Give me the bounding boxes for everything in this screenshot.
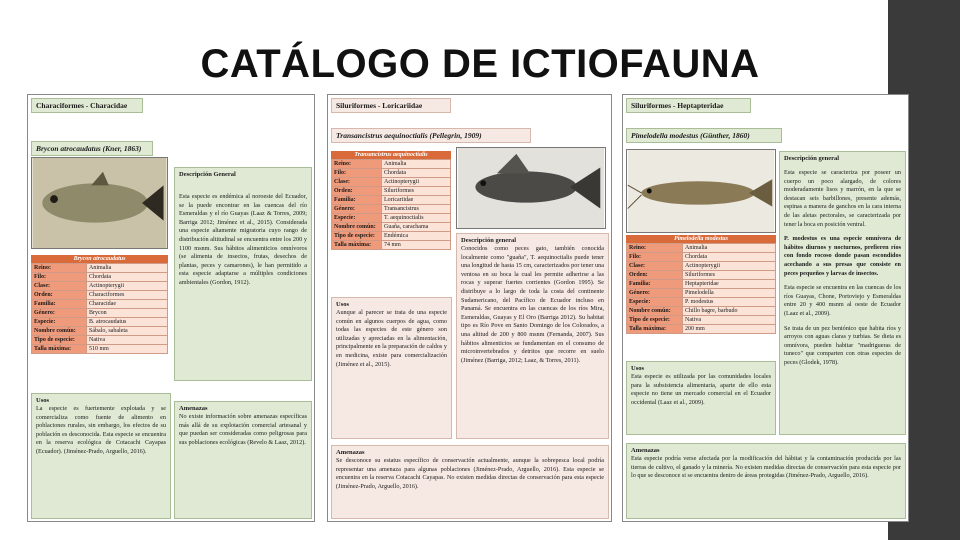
uses-section	[626, 361, 776, 435]
threats-text: No existe información sobre amenazas específicas más allá de su explotación comercial artesanal y que puedan ser consideradas como peligrosas para sus poblaciones ecológicas (Revelo & Laaz, 2012).	[179, 413, 307, 446]
uses-text: Esta especie es utilizada por las comunidades locales para la subsistencia alimentaria, aparte de ello esta especie no tiene un mercado comercial en el Ecuador occidental (Laaz et al., 2009).	[631, 373, 771, 406]
taxonomy-key: Género:	[332, 205, 382, 214]
taxonomy-key: Especie:	[332, 214, 382, 223]
taxonomy-row	[32, 291, 168, 300]
taxonomy-row	[32, 336, 168, 345]
catalog-card-pimelodella	[622, 94, 909, 522]
taxonomy-value: Chordata	[87, 273, 168, 282]
transancistrus-fish-illustration	[457, 148, 605, 228]
taxonomy-row	[627, 262, 776, 271]
taxonomy-row	[627, 289, 776, 298]
taxonomy-value: Chordata	[382, 169, 451, 178]
taxonomy-row	[32, 264, 168, 273]
fish-photo	[456, 147, 606, 229]
taxonomy-key: Clase:	[332, 178, 382, 187]
description-text: Conocidos como peces gato, también conocida localmente como "guaña", T. aequinoctialis puede tener una longitud de hasta 15 cm, caracterizados por tener una ventosa en su boca la cual les permite adherirse a las rocas y superar fuertes corrientes (Gordon 1995). Se distribuye a lo largo de toda la costa del continente Sudamericano, del Pacífico de Ecuador incluso en Panamá. Se encuentra en las cuencas de los ríos Mira, Esmeraldas, Guayas y El Oro (Barriga 2012). Su habitat tipo es Río Pove en Santo Domingo de los Colorados, a una altitud de 200 y 800 msnm (Fernanda, 2007). Sus hábitos alimenticios se fundamentan en el consumo de microinvertebrados y detritos que recorre en suelo (Jiménez (Barriga, 2012; Laaz, & Torres, 2011).	[461, 245, 604, 364]
uses-heading: Usos	[36, 397, 50, 404]
taxonomy-value: Siluriformes	[382, 187, 451, 196]
taxonomy-row	[32, 273, 168, 282]
taxonomy-rows	[627, 244, 776, 334]
taxonomy-caption: Pimelodella modestus	[626, 235, 776, 243]
taxonomy-caption: Brycon atrocaudatus	[31, 255, 168, 263]
taxonomy-value: Nativa	[87, 336, 168, 345]
taxonomy-value: 74 mm	[382, 241, 451, 250]
order-family-label: Siluriformes - Loricariidae	[331, 98, 451, 113]
taxonomy-row	[627, 253, 776, 262]
description-habitat-text: Se trata de un pez bentónico que habita ríos y arroyos con aguas claras y turbias. Se dieta es omnívora, pueden habitar "madrigueras de tuneco" que comparten con otras especies de peces (Glodek, 1978).	[784, 324, 901, 366]
pimelodella-fish-illustration	[627, 150, 775, 232]
taxonomy-value: Brycon	[87, 309, 168, 318]
taxonomy-value: Actinopterygii	[382, 178, 451, 187]
threats-heading: Amenazas	[336, 449, 365, 456]
taxonomy-value: Pimelodella	[683, 289, 776, 298]
taxonomy-caption: Transancistrus aequinoctialis	[331, 151, 451, 159]
taxonomy-key: Especie:	[32, 318, 87, 327]
taxonomy-row	[32, 282, 168, 291]
uses-text: La especie es fuertemente explotada y se comercializa como fuente de alimento en poblaciones rurales, sin embargo, los efectos de su población es desconocida. Esta especie se encuentra en la reserva ecológica de Cotacachi Cayapas (Ecuador). (Jiménez-Prado, Arguello, 2016).	[36, 405, 166, 455]
order-family-label: Characiformes - Characidae	[31, 98, 143, 113]
taxonomy-row	[32, 318, 168, 327]
taxonomy-row	[627, 316, 776, 325]
description-range-text: Esta especie se encuentra en las cuencas de los ríos Guayas, Chone, Portoviejo y Esmeraldas entre 20 y 400 msnm al oeste de Ecuador (Laaz et al., 2009).	[784, 284, 901, 317]
taxonomy-value: T. aequinoctialis	[382, 214, 451, 223]
taxonomy-value: Actinopterygii	[683, 262, 776, 271]
threats-section	[331, 445, 609, 519]
taxonomy-key: Orden:	[627, 271, 683, 280]
uses-heading: Usos	[631, 365, 645, 372]
brycon-fish-illustration	[32, 158, 167, 248]
species-name: Transancistrus aequinoctialis (Pellegrin, 1909)	[331, 128, 531, 143]
threats-section	[174, 401, 312, 519]
taxonomy-key: Filo:	[32, 273, 87, 282]
catalog-card-brycon	[27, 94, 315, 522]
taxonomy-row	[332, 178, 451, 187]
taxonomy-value: Loricariidae	[382, 196, 451, 205]
uses-text: Aunque al parecer se trata de una especie común en algunos cuerpos de agua, como todas las especies de este género son utilizadas y apreciadas en la alimentación, principalmente en la preparación de caldos y en medicina, existe para comercialización (Jiménez et al., 2015).	[336, 309, 447, 368]
threats-text: Esta especie podría verse afectada por la modificación del hábitat y la contaminación producida por las tierras de cultivo, el ganado y la minería. No existen medidas directas de conservación para esta especie por lo que se desconoce si se encuentra dentro de áreas protegidas (Jiménez-Prado, Arguello, 2016).	[631, 455, 901, 480]
taxonomy-key: Nombre común:	[332, 223, 382, 232]
taxonomy-row	[627, 244, 776, 253]
description-diet-text: P. modestus es una especie omnívora de hábitos diurnos y nocturnos, prefieren ríos con fondo rocoso donde pasan escondidos acechando a sus presas que consiste en peces pequeños y larvas de insectos.	[784, 235, 901, 277]
taxonomy-row	[32, 327, 168, 336]
threats-section	[626, 443, 906, 519]
taxonomy-value: Heptapteridae	[683, 280, 776, 289]
taxonomy-value: Endémica	[382, 232, 451, 241]
taxonomy-value: Transancistrus	[382, 205, 451, 214]
taxonomy-key: Talla máxima:	[332, 241, 382, 250]
taxonomy-key: Talla máxima:	[32, 345, 87, 354]
taxonomy-table	[31, 255, 168, 354]
taxonomy-value: Siluriformes	[683, 271, 776, 280]
taxonomy-key: Filo:	[627, 253, 683, 262]
taxonomy-key: Clase:	[627, 262, 683, 271]
taxonomy-row	[332, 169, 451, 178]
page-title: CATÁLOGO DE ICTIOFAUNA	[200, 42, 760, 86]
taxonomy-value: Characidae	[87, 300, 168, 309]
taxonomy-row	[627, 325, 776, 334]
taxonomy-row	[332, 241, 451, 250]
taxonomy-value: Actinopterygii	[87, 282, 168, 291]
taxonomy-row	[332, 160, 451, 169]
taxonomy-row	[627, 280, 776, 289]
taxonomy-row	[627, 271, 776, 280]
taxonomy-value: B. atrocaudatus	[87, 318, 168, 327]
taxonomy-value: 510 mm	[87, 345, 168, 354]
threats-heading: Amenazas	[179, 405, 208, 412]
taxonomy-value: Animalia	[87, 264, 168, 273]
taxonomy-key: Género:	[627, 289, 683, 298]
taxonomy-rows	[32, 264, 168, 354]
taxonomy-key: Tipo de especie:	[332, 232, 382, 241]
taxonomy-key: Orden:	[332, 187, 382, 196]
taxonomy-key: Orden:	[32, 291, 87, 300]
description-text: Esta especie se caracteriza por poseer un cuerpo un poco alargado, de colores moderadamente lisos y marrón, en la que se destacan seis barbillones, presente además, espinas a manera de ganchos en la cara interna de las aletas pectorales, se caracterizada por tener la boca en posición ventral.	[784, 169, 901, 228]
fish-photo	[31, 157, 168, 249]
taxonomy-value: Sábalo, sabaleta	[87, 327, 168, 336]
species-name: Brycon atrocaudatus (Kner, 1863)	[31, 141, 153, 156]
description-section	[174, 167, 312, 381]
uses-section	[331, 297, 452, 439]
taxonomy-value: P. modestus	[683, 298, 776, 307]
taxonomy-value: Animalia	[382, 160, 451, 169]
taxonomy-row	[32, 345, 168, 354]
taxonomy-key: Reino:	[627, 244, 683, 253]
taxonomy-key: Talla máxima:	[627, 325, 683, 334]
taxonomy-row	[32, 300, 168, 309]
catalog-card-transancistrus	[327, 94, 612, 522]
taxonomy-key: Clase:	[32, 282, 87, 291]
taxonomy-value: Chordata	[683, 253, 776, 262]
taxonomy-rows	[332, 160, 451, 250]
taxonomy-key: Familia:	[332, 196, 382, 205]
threats-text: Se desconoce su estatus específico de conservación actualmente, aunque la sobrepesca local podría representar una amenaza para algunas poblaciones (Jiménez-Prado, Arguello, 2016). Esta especie se encuentra en la reserva Cotacachi Cayapas. No existen medidas directas de conservación para esta especie (Jiménez-Prado, Arguello, 2016).	[336, 457, 604, 490]
taxonomy-value: Chillo bagre, barbudo	[683, 307, 776, 316]
description-heading: Descripción general	[784, 155, 840, 162]
description-heading: Descripción General	[179, 171, 236, 178]
taxonomy-key: Nombre común:	[627, 307, 683, 316]
taxonomy-value: 200 mm	[683, 325, 776, 334]
taxonomy-key: Filo:	[332, 169, 382, 178]
taxonomy-key: Nombre común:	[32, 327, 87, 336]
taxonomy-key: Reino:	[332, 160, 382, 169]
description-section	[456, 233, 609, 439]
taxonomy-row	[332, 214, 451, 223]
taxonomy-table	[331, 151, 451, 250]
taxonomy-key: Familia:	[32, 300, 87, 309]
order-family-label: Siluriformes - Heptapteridae	[626, 98, 751, 113]
taxonomy-key: Reino:	[32, 264, 87, 273]
taxonomy-key: Tipo de especie:	[32, 336, 87, 345]
taxonomy-value: Characiformes	[87, 291, 168, 300]
taxonomy-value: Nativa	[683, 316, 776, 325]
taxonomy-row	[332, 205, 451, 214]
taxonomy-key: Tipo de especie:	[627, 316, 683, 325]
taxonomy-row	[332, 223, 451, 232]
taxonomy-key: Familia:	[627, 280, 683, 289]
threats-heading: Amenazas	[631, 447, 660, 454]
taxonomy-row	[627, 307, 776, 316]
fish-photo	[626, 149, 776, 233]
uses-section	[31, 393, 171, 519]
description-heading: Descripción general	[461, 237, 517, 244]
taxonomy-row	[332, 232, 451, 241]
taxonomy-row	[332, 187, 451, 196]
uses-heading: Usos	[336, 301, 350, 308]
taxonomy-value: Guaña, carachama	[382, 223, 451, 232]
species-name: Pimelodella modestus (Günther, 1860)	[626, 128, 782, 143]
taxonomy-value: Animalia	[683, 244, 776, 253]
taxonomy-key: Género:	[32, 309, 87, 318]
description-text: Esta especie es endémica al noroeste del Ecuador, se la puede encontrar en las cuencas del río Esmeraldas y el río Guayas (Laaz & Torres, 2009; Barriga 2012; Jiménez et al., 2015). Considerada una especie altamente migratoria cuyo rango de distribución altitudinal se encuentra entre los 200 y 1100 msnm. Sus hábitos alimenticios omnívoros (se alimenta de insectos, frutas, desechos de plantas, peces y camarones), le han permitido a esta especie adaptarse a múltiples condiciones ambientales (Gordon, 1912).	[179, 193, 307, 286]
description-section	[779, 151, 906, 435]
taxonomy-key: Especie:	[627, 298, 683, 307]
taxonomy-row	[32, 309, 168, 318]
taxonomy-row	[627, 298, 776, 307]
taxonomy-table	[626, 235, 776, 334]
taxonomy-row	[332, 196, 451, 205]
